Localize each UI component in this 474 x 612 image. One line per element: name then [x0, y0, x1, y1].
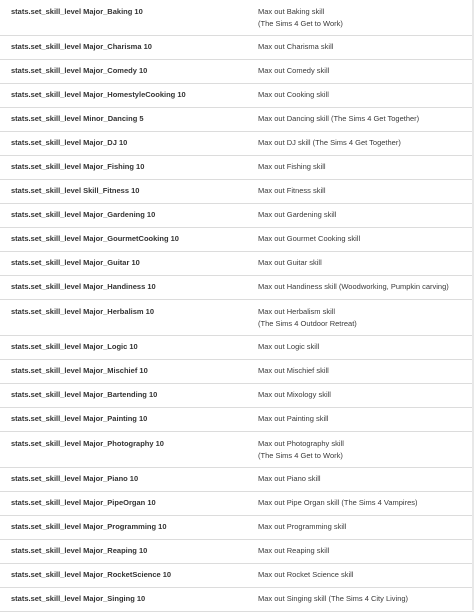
effect-cell: Max out Gardening skill [258, 204, 474, 228]
cheat-code-cell: stats.set_skill_level Minor_Dancing 5 [0, 108, 258, 132]
cheat-code-cell: stats.set_skill_level Major_PipeOrgan 10 [0, 492, 258, 516]
cheat-code-cell: stats.set_skill_level Major_RocketScience 10 [0, 564, 258, 588]
effect-text: Max out Herbalism skill [258, 307, 336, 316]
cheat-code-cell: stats.set_skill_level Major_Herbalism 10 [0, 300, 258, 336]
cheat-code-cell: stats.set_skill_level Major_Comedy 10 [0, 60, 258, 84]
effect-cell: Max out Programming skill [258, 516, 474, 540]
table-row [0, 0, 474, 36]
table-row [0, 564, 474, 588]
effect-pack-text: (The Sims 4 Get to Work) [258, 19, 343, 28]
effect-cell: Max out DJ skill (The Sims 4 Get Together) [258, 132, 474, 156]
table-row [0, 84, 474, 108]
table-row [0, 516, 474, 540]
effect-cell [258, 300, 474, 336]
table-row [0, 60, 474, 84]
cheat-code-cell: stats.set_skill_level Major_Fishing 10 [0, 156, 258, 180]
cheat-code-cell: stats.set_skill_level Major_Bartending 10 [0, 384, 258, 408]
effect-text: Max out Baking skill [258, 7, 325, 16]
effect-cell: Max out Piano skill [258, 468, 474, 492]
table-row [0, 468, 474, 492]
cheat-code-cell: stats.set_skill_level Major_Handiness 10 [0, 276, 258, 300]
effect-cell: Max out Fitness skill [258, 180, 474, 204]
cheat-code-cell: stats.set_skill_level Major_Singing 10 [0, 588, 258, 612]
table-row [0, 300, 474, 336]
cheat-code-cell: stats.set_skill_level Major_Piano 10 [0, 468, 258, 492]
effect-text: Max out Photography skill [258, 439, 344, 448]
effect-cell: Max out Logic skill [258, 336, 474, 360]
table-row [0, 108, 474, 132]
table-row [0, 132, 474, 156]
table-row [0, 588, 474, 612]
cheat-code-cell: stats.set_skill_level Major_GourmetCooking 10 [0, 228, 258, 252]
table-row [0, 252, 474, 276]
cheat-code-cell: stats.set_skill_level Major_DJ 10 [0, 132, 258, 156]
effect-cell: Max out Painting skill [258, 408, 474, 432]
table-row [0, 408, 474, 432]
cheat-code-cell: stats.set_skill_level Major_Painting 10 [0, 408, 258, 432]
table-row [0, 204, 474, 228]
effect-cell: Max out Guitar skill [258, 252, 474, 276]
effect-cell: Max out Singing skill (The Sims 4 City Living) [258, 588, 474, 612]
effect-cell: Max out Reaping skill [258, 540, 474, 564]
cheat-code-cell: stats.set_skill_level Major_Charisma 10 [0, 36, 258, 60]
effect-cell: Max out Dancing skill (The Sims 4 Get Together) [258, 108, 474, 132]
effect-cell: Max out Handiness skill (Woodworking, Pumpkin carving) [258, 276, 474, 300]
effect-cell: Max out Cooking skill [258, 84, 474, 108]
cheat-code-cell: stats.set_skill_level Major_Reaping 10 [0, 540, 258, 564]
effect-cell: Max out Comedy skill [258, 60, 474, 84]
cheat-code-cell: stats.set_skill_level Skill_Fitness 10 [0, 180, 258, 204]
table-row [0, 228, 474, 252]
table-row [0, 180, 474, 204]
table-row [0, 360, 474, 384]
effect-pack-text: (The Sims 4 Get to Work) [258, 451, 343, 460]
cheat-code-cell: stats.set_skill_level Major_HomestyleCooking 10 [0, 84, 258, 108]
table-row [0, 36, 474, 60]
cheat-code-cell: stats.set_skill_level Major_Programming 10 [0, 516, 258, 540]
table-row [0, 156, 474, 180]
table-row [0, 384, 474, 408]
cheat-code-cell: stats.set_skill_level Major_Mischief 10 [0, 360, 258, 384]
table-row [0, 492, 474, 516]
effect-cell: Max out Charisma skill [258, 36, 474, 60]
cheat-code-cell: stats.set_skill_level Major_Gardening 10 [0, 204, 258, 228]
table-row [0, 336, 474, 360]
cheat-code-cell: stats.set_skill_level Major_Logic 10 [0, 336, 258, 360]
effect-cell [258, 432, 474, 468]
effect-cell: Max out Mischief skill [258, 360, 474, 384]
effect-cell: Max out Gourmet Cooking skill [258, 228, 474, 252]
effect-pack-text: (The Sims 4 Outdoor Retreat) [258, 319, 357, 328]
table-row [0, 432, 474, 468]
cheat-code-cell: stats.set_skill_level Major_Baking 10 [0, 0, 258, 36]
effect-cell: Max out Mixology skill [258, 384, 474, 408]
effect-cell: Max out Fishing skill [258, 156, 474, 180]
effect-cell [258, 0, 474, 36]
effect-cell: Max out Pipe Organ skill (The Sims 4 Vampires) [258, 492, 474, 516]
cheat-code-cell: stats.set_skill_level Major_Guitar 10 [0, 252, 258, 276]
table-row [0, 276, 474, 300]
cheat-code-cell: stats.set_skill_level Major_Photography 10 [0, 432, 258, 468]
table-row [0, 540, 474, 564]
effect-cell: Max out Rocket Science skill [258, 564, 474, 588]
